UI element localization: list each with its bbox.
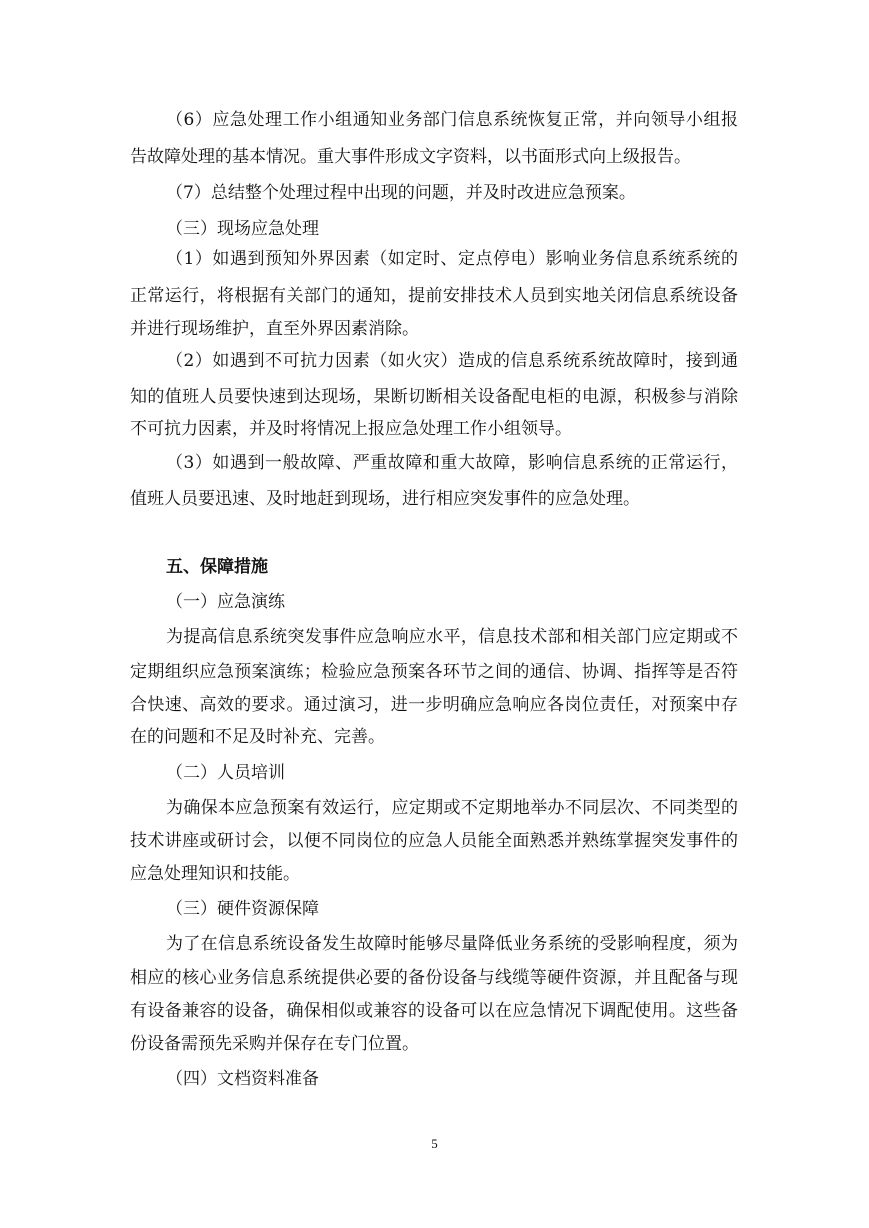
- paragraph-line: 合快速、高效的要求。通过演习，进一步明确应急响应各岗位责任，对预案中存: [130, 695, 738, 715]
- paragraph-line: （3）如遇到一般故障、严重故障和重大故障，影响信息系统的正常运行，: [166, 453, 738, 473]
- paragraph-line: 正常运行，将根据有关部门的通知，提前安排技术人员到实地关闭信息系统设备: [130, 286, 738, 306]
- section-subheading: （三）现场应急处理: [166, 219, 319, 239]
- paragraph-line: （2）如遇到不可抗力因素（如火灾）造成的信息系统系统故障时，接到通: [166, 351, 738, 371]
- paragraph-line: 并进行现场维护，直至外界因素消除。: [130, 319, 419, 339]
- section-subheading: （二）人员培训: [166, 763, 285, 783]
- page-number: 5: [431, 1136, 438, 1151]
- paragraph-line: 有设备兼容的设备，确保相似或兼容的设备可以在应急情况下调配使用。这些备: [130, 1001, 738, 1021]
- paragraph-line: 技术讲座或研讨会，以便不同岗位的应急人员能全面熟悉并熟练掌握突发事件的: [130, 831, 738, 851]
- paragraph-line: 相应的核心业务信息系统提供必要的备份设备与线缆等硬件资源，并且配备与现: [130, 968, 738, 988]
- paragraph-line: 告故障处理的基本情况。重大事件形成文字资料，以书面形式向上级报告。: [130, 147, 691, 167]
- paragraph-line: 在的问题和不足及时补充、完善。: [130, 727, 385, 747]
- paragraph-line: 应急处理知识和技能。: [130, 864, 300, 884]
- paragraph-line: 为了在信息系统设备发生故障时能够尽量降低业务系统的受影响程度，须为: [166, 934, 738, 954]
- section-subheading: （四）文档资料准备: [166, 1069, 319, 1089]
- section-subheading: （三）硬件资源保障: [166, 899, 319, 919]
- paragraph-line: 值班人员要迅速、及时地赶到现场，进行相应突发事件的应急处理。: [130, 489, 640, 509]
- paragraph-line: 不可抗力因素，并及时将情况上报应急处理工作小组领导。: [130, 419, 572, 439]
- paragraph-line: （7）总结整个处理过程中出现的问题，并及时改进应急预案。: [166, 183, 636, 203]
- section-heading: 五、保障措施: [166, 557, 268, 577]
- paragraph-line: （1）如遇到预知外界因素（如定时、定点停电）影响业务信息系统系统的: [166, 249, 738, 269]
- paragraph-line: 为提高信息系统突发事件应急响应水平，信息技术部和相关部门应定期或不: [166, 627, 738, 647]
- paragraph-line: （6）应急处理工作小组通知业务部门信息系统恢复正常，并向领导小组报: [166, 110, 738, 130]
- paragraph-line: 为确保本应急预案有效运行，应定期或不定期地举办不同层次、不同类型的: [166, 798, 738, 818]
- section-subheading: （一）应急演练: [166, 592, 285, 612]
- paragraph-line: 知的值班人员要快速到达现场，果断切断相关设备配电柜的电源，积极参与消除: [130, 387, 738, 407]
- paragraph-line: 定期组织应急预案演练；检验应急预案各环节之间的通信、协调、指挥等是否符: [130, 662, 738, 682]
- paragraph-line: 份设备需预先采购并保存在专门位置。: [130, 1034, 419, 1054]
